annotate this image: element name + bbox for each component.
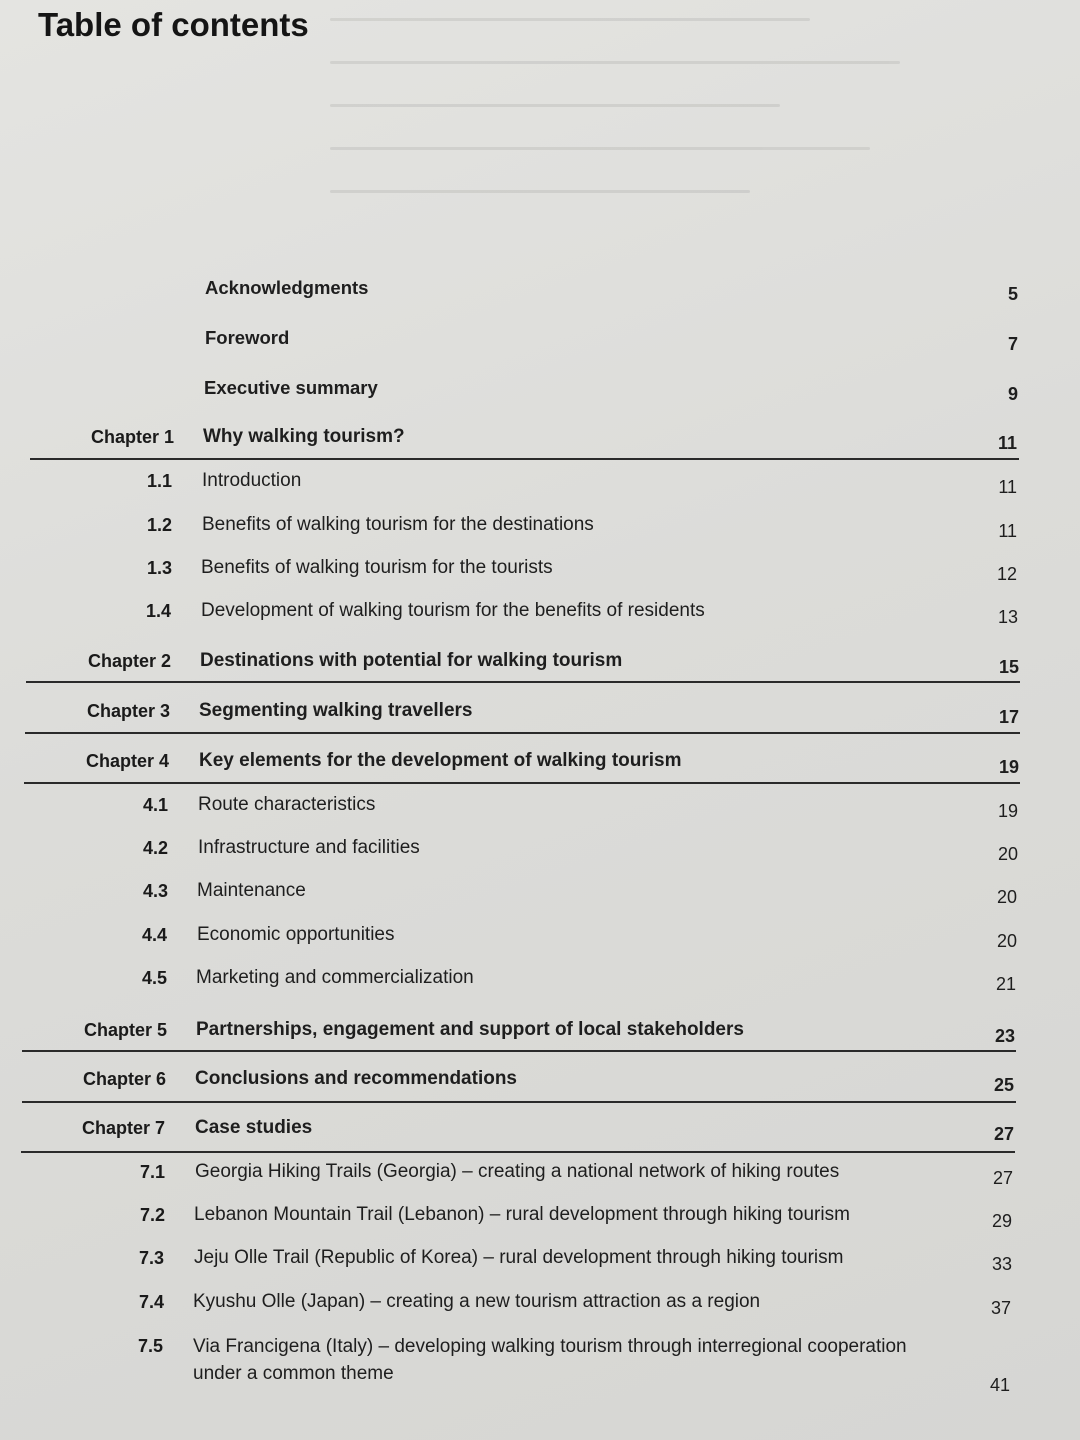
chapter-divider-line — [22, 1101, 1016, 1103]
toc-entry-title: Development of walking tourism for the benefits of residents — [201, 600, 705, 621]
page-title: Table of contents — [38, 6, 309, 43]
toc-entry-label: Chapter 3 — [86, 701, 170, 721]
toc-entry-title: Economic opportunities — [197, 924, 395, 945]
toc-entry-page-number: 25 — [993, 1075, 1014, 1095]
toc-entry-page-number: 33 — [991, 1254, 1012, 1274]
toc-entry-page-number: 17 — [998, 707, 1019, 727]
toc-entry-title: Infrastructure and facilities — [198, 837, 420, 858]
toc-entry-title: Route characteristics — [198, 794, 376, 815]
toc-entry-label: 4.3 — [142, 881, 168, 901]
toc-entry-page-number: 41 — [989, 1375, 1010, 1395]
toc-entry-page-number: 20 — [997, 844, 1018, 864]
toc-entry-title: Benefits of walking tourism for the tourists — [201, 557, 553, 578]
toc-entry-label: Chapter 4 — [85, 751, 169, 771]
toc-entry-label: Chapter 7 — [81, 1118, 165, 1138]
toc-entry-page-number: 20 — [996, 887, 1017, 907]
toc-entry-page-number: 19 — [997, 801, 1018, 821]
toc-entry-title: Partnerships, engagement and support of local stakeholders — [196, 1019, 744, 1040]
toc-entry-label: 7.3 — [138, 1248, 164, 1268]
toc-entry-label: 7.5 — [137, 1336, 163, 1356]
toc-entry-title: Maintenance — [197, 880, 306, 901]
toc-entry-label: 1.3 — [146, 558, 172, 578]
toc-entry-title: Georgia Hiking Trails (Georgia) – creating a national network of hiking routes — [195, 1161, 840, 1182]
toc-entry-page-number: 15 — [998, 657, 1019, 677]
toc-entry-page-number: 11 — [998, 521, 1017, 541]
toc-entry-title: Why walking tourism? — [203, 426, 405, 447]
chapter-divider-line — [26, 681, 1020, 683]
toc-entry-label: 1.4 — [145, 601, 171, 621]
toc-entry-title: Foreword — [205, 327, 290, 348]
toc-entry-label: 7.4 — [138, 1292, 164, 1312]
toc-entry-label: Chapter 1 — [90, 427, 174, 447]
toc-entry-page-number: 29 — [991, 1211, 1012, 1231]
toc-entry-page-number: 11 — [997, 433, 1017, 453]
toc-entry-title: Segmenting walking travellers — [199, 700, 473, 721]
chapter-divider-line — [21, 1151, 1015, 1153]
toc-entry-page-number: 9 — [1007, 384, 1018, 404]
toc-entry-label: 1.1 — [146, 471, 172, 491]
toc-entry-page-number: 11 — [998, 477, 1017, 497]
toc-entry-label: 7.2 — [139, 1205, 165, 1225]
toc-entry-label: Chapter 6 — [82, 1069, 166, 1089]
toc-entry-label: Chapter 2 — [87, 651, 171, 671]
toc-entry-label: 4.4 — [141, 925, 167, 945]
toc-entry-page-number: 13 — [997, 607, 1018, 627]
toc-entry-page-number: 27 — [992, 1168, 1013, 1188]
toc-entry-page-number: 19 — [998, 757, 1019, 777]
toc-entry-title: Acknowledgments — [205, 277, 369, 298]
toc-entry-page-number: 37 — [990, 1298, 1011, 1318]
toc-entry-title: Kyushu Olle (Japan) – creating a new tourism attraction as a region — [193, 1291, 761, 1312]
chapter-divider-line — [30, 458, 1019, 460]
toc-entry-page-number: 12 — [996, 564, 1017, 584]
chapter-divider-line — [22, 1050, 1016, 1052]
toc-entry-title: Jeju Olle Trail (Republic of Korea) – rural development through hiking tourism — [194, 1247, 844, 1268]
toc-entry-title: Case studies — [195, 1117, 313, 1138]
toc-entry-page-number: 20 — [996, 931, 1017, 951]
toc-entry-title: Conclusions and recommendations — [195, 1068, 517, 1089]
toc-entry-page-number: 21 — [995, 974, 1016, 994]
toc-entry-label: 4.5 — [141, 968, 167, 988]
toc-entry-title: Destinations with potential for walking tourism — [200, 650, 623, 671]
toc-entry-label: 1.2 — [146, 515, 172, 535]
toc-entry-title: Key elements for the development of walking tourism — [199, 750, 682, 771]
chapter-divider-line — [24, 782, 1020, 784]
toc-entry-title: Executive summary — [204, 377, 378, 398]
toc-entry-label: 4.2 — [142, 838, 168, 858]
toc-entry-label: 7.1 — [139, 1162, 165, 1182]
toc-entry-page-number: 5 — [1007, 284, 1018, 304]
chapter-divider-line — [25, 732, 1020, 734]
toc-entry-title: Marketing and commercialization — [196, 967, 474, 988]
toc-entry-title: Introduction — [202, 470, 302, 491]
toc-entry-page-number: 27 — [993, 1124, 1014, 1144]
toc-entry-title: Lebanon Mountain Trail (Lebanon) – rural development through hiking tourism — [194, 1204, 850, 1225]
toc-entry-page-number: 7 — [1007, 334, 1018, 354]
toc-entry-label: Chapter 5 — [83, 1020, 167, 1040]
toc-entry-title: Via Francigena (Italy) – developing walking tourism through interregional cooperation under a common theme — [193, 1336, 907, 1384]
toc-entry-page-number: 23 — [994, 1026, 1015, 1046]
toc-entry-title: Benefits of walking tourism for the destinations — [202, 514, 594, 535]
toc-entry-label: 4.1 — [142, 795, 168, 815]
